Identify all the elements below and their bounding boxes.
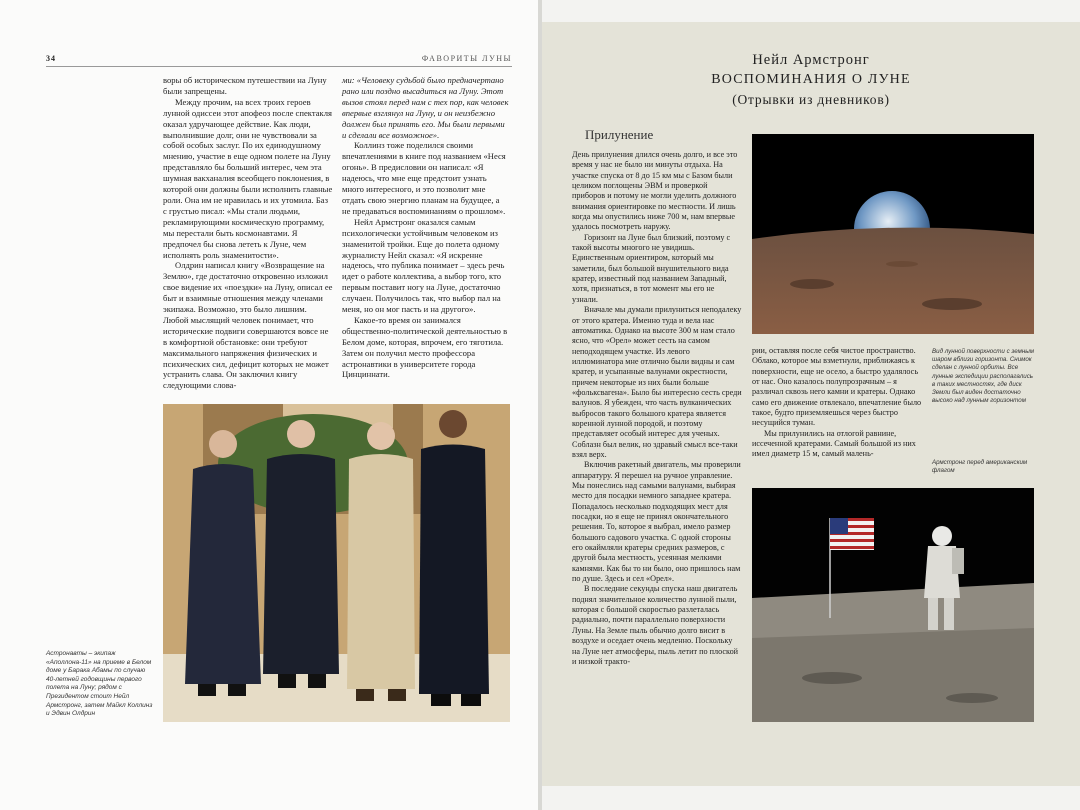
right-text-column-2 — [752, 346, 922, 460]
armstrong-flag-photo — [752, 488, 1034, 722]
paragraph: рии, оставляя после себя чистое пространство. Облако, которое мы взметнули, приближаясь к поверхности, еще не осело, а быстро удалялось от нас. Оно казалось полупрозрачным – я различал сквозь него камни и кратеры. Однако само его движение отвлекало, впечатление было такое, будто приземляешься через быстро несущийся туман. — [752, 346, 922, 428]
photo-caption: Астронавты – экипаж «Аполлона-11» на приеме в Белом доме у Барака Абамы по случаю 40-летней годовщины первого полета на Луну; рядом с Президентом стоит Нейл Армстронг, затем Майкл Коллинз и Эдвин Олдрин — [46, 650, 153, 718]
page-number: 34 — [46, 54, 56, 63]
paragraph: воры об историческом путешествии на Луну были запрещены. — [163, 75, 327, 96]
article-author: Нейл Армстронг — [752, 52, 870, 68]
left-text-column-1 — [163, 75, 333, 391]
paragraph: Олдрин написал книгу «Возвращение на Землю», где достаточно откровенно изложил свое видение их «поездки» на Луну, описал ее быт и взаимные отношения между членами экипажа. Возможно, это было лишним. Любой мыслящий человек понимает, что исторические подвиги совершаются вовсе не в комфортной обстановке: они требуют максимального напряжения физических и психических сил, дефицит которых не может устранить слава. Он заключил книгу следующими слова- — [163, 260, 333, 391]
article-subtitle: (Отрывки из дневников) — [732, 92, 890, 107]
paragraph: Какое-то время он занимался общественно-политической деятельностью в Белом доме, которая, впрочем, его тяготила. Затем он получил место профессора астронавтики в университете города Цинциннати. — [342, 314, 508, 380]
earthrise-illustration — [752, 134, 1034, 334]
earthrise-caption: Вид лунной поверхности с земным шаром вблизи горизонта. Снимок сделан с лунной орбиты. Все лунные экспедиции располагались в таких местностях, где диск Земли был виден достаточно высоко над лунным горизонтом — [932, 348, 1035, 405]
paragraph: Нейл Армстронг оказался самым психологически устойчивым человеком из знаменитой тройки. Еще до полета одному журналисту Нейл сказал: «Я искренне надеюсь, что публика понимает – здесь речь идет о работе коллектива, а выбор того, кто первым поставит ногу на Луне, достаточно случаен. Получилось так, что выбор пал на меня, но он мог пасть и на другого». — [342, 216, 505, 315]
right-text-column-1 — [572, 150, 742, 667]
article-title: ВОСПОМИНАНИЯ О ЛУНЕ — [711, 72, 911, 87]
paragraph: Между прочим, на всех троих героев лунной одиссеи этот апофеоз после спектакля оказал удручающее действие. Как люди, выполнившие долг, они не чувствовали за собой особых заслуг. По их единодушному мнению, участие в еще одном полете на Луну представляло бы больший интерес, чем эта шумная вакханалия всеобщего поклонения, в которой они должны были исполнить главные роли. Она им не нравилась и их утомила. Баз с грустью писал: «Мы стали людьми, рекламирующими космическую программу, мы перестали быть космонавтами. Я предпочел бы снова лететь к Луне, чем исполнять роль знаменитости». — [163, 96, 333, 260]
paragraph: Мы прилунились на отлогой равнине, иссеченной кратерами. Самый большой из них имел диаметр 15 м, самый малень- — [752, 428, 916, 459]
paragraph: День прилунения длился очень долго, и все это время у нас не было ни минуты отдыха. На участке спуска от 8 до 15 км мы с Базом были целиком поглощены ЭВМ и проверкой приборов и потому не могли уделить должного внимания ориентировке по местности. И лишь когда мы опустились ниже 700 м, нам впервые удалось посмотреть наружу. — [572, 150, 738, 232]
flag-caption: Армстронг перед американским флагом — [932, 459, 1028, 475]
astronauts-group-illustration — [163, 404, 510, 722]
running-title: ФАВОРИТЫ ЛУНЫ — [421, 54, 512, 63]
paragraph: Включив ракетный двигатель, мы проверили аппаратуру. Я перешел на ручное управление. Мы понеслись над самыми валунами, выбирая место для посадки немного западнее кратера. Попадалось несколько подходящих мест для посадки, но я еще не принял окончательного решения. То, которое я выбрал, имело размер большого садового участка. С одной стороны его окаймляли кратеры средних размеров, с другой была местность, усеянная мелкими камнями. Как бы то ни было, оно пришлось нам по душе. Здесь и сел «Орел». — [572, 460, 741, 584]
paragraph: Горизонт на Луне был близкий, поэтому с такой высоты многого не увидишь. Единственным ориентиром, который мы заметили, был большой внушительного вида кратер, известный под названием Западный, хотя, признаться, в тот момент мы его не узнали. — [572, 232, 731, 304]
earthrise-photo — [752, 134, 1034, 334]
section-heading: Прилунение — [585, 127, 654, 142]
flag-astronaut-illustration — [752, 488, 1034, 722]
paragraph: ми: «Человеку судьбой было предначертано рано или поздно высадиться на Луну. Этот вызов стоял перед нам с тех пор, как человек впервые взглянул на Луну, и он неизбежно должен был принять его. Мы были первыми и сделали все возможное». — [342, 75, 509, 140]
white-house-photo — [163, 404, 510, 722]
running-header — [46, 54, 512, 67]
left-text-column-2 — [342, 75, 510, 380]
paragraph: В последние секунды спуска наш двигатель поднял значительное количество лунной пыли, которая с большой скоростью разлеталась радиально, почти параллельно поверхности Луны. На Земле пыль обычно долго висит в воздухе и оседает очень медленно. Поскольку на Луне нет атмосферы, пыль летит по плоской и низкой тракто- — [572, 584, 739, 666]
paragraph: Коллинз тоже поделился своими впечатлениями в книге под названием «Неся огонь». В предисловии он написал: «Я надеюсь, что мне еще предстоит узнать много интересного, и это позволит мне отдать свою энергию планам на будущее, а не предаваться воспоминаниям о прошлом». — [342, 140, 506, 216]
paragraph: Вначале мы думали прилуниться неподалеку от этого кратера. Именно туда и вела нас автоматика. Однако на высоте 300 м нам стало ясно, что «Орел» может сесть на самом неподходящем участке. Из левого иллюминатора мне отлично были видны и сам кратер, и усыпанные валунами окрестности, причем некоторые из них были больше «фольксвагена». Было бы интересно сесть среди валунов. Я убежден, что часть вулканических выбросов такого большого кратера является коренной лунной породой, и поэтому представляет особый интерес для ученых. Соблазн был велик, но здравый смысл все-таки взял верх. — [572, 305, 742, 459]
